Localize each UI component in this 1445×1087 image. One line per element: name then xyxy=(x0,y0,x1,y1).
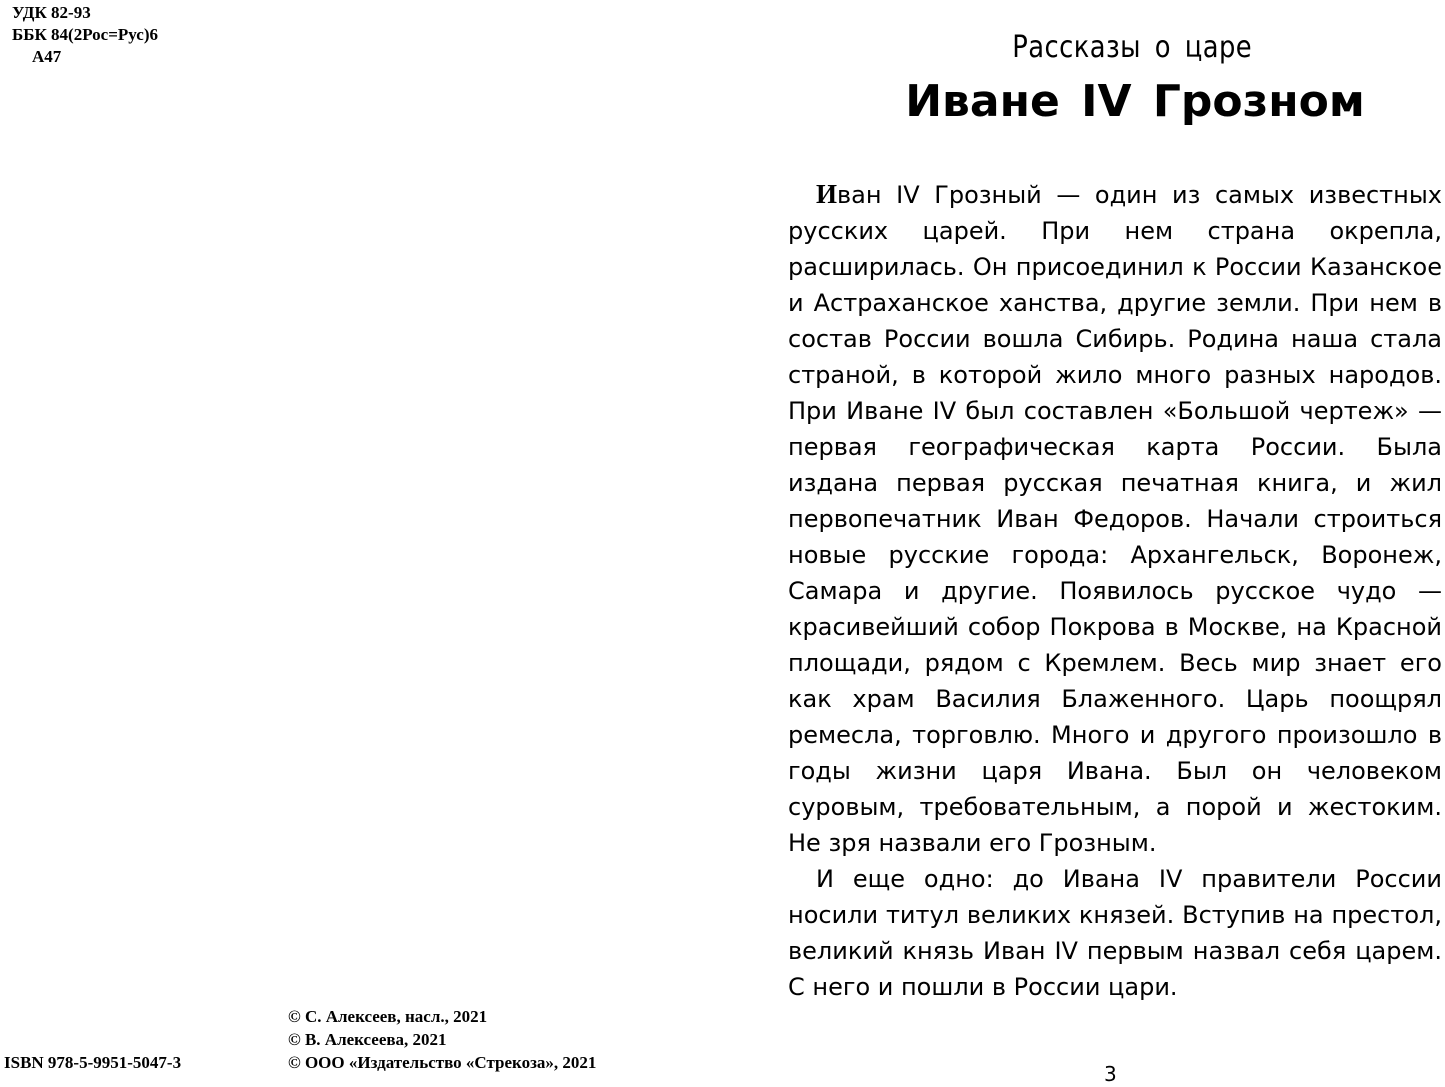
paragraph-text: ван IV Грозный — один из самых известных русских царей. При нем страна окрепла, расширилась. Он присоединил к России Казанское и Астраханское ханства, другие земли. При нем в состав России вошла Сибирь. Родина наша стала страной, в которой жило много разных народов. При Иване IV был составлен «Большой чертеж» — первая географическая карта России. Была издана первая русская печатная книга, и жил первопечатник Иван Федоров. Начали строиться новые русские города: Архангельск, Воронеж, Самара и другие. Появилось русское чудо — красивейший собор Покрова в Москве, на Красной площади, рядом с Кремлем. Весь мир знает его как храм Василия Блаженного. Царь поощрял ремесла, торговлю. Много и другого произошло в годы жизни царя Ивана. Был он человеком суровым, требовательным, а порой и жестоким. Не зря назвали его Грозным. xyxy=(788,181,1442,857)
story-paragraph: И еще одно: до Ивана IV правители России носили титул великих князей. Вступив на престол, великий князь Иван IV первым назвал себя царем. С него и пошли в России цари. xyxy=(788,865,1442,1001)
copyright-notices xyxy=(288,1005,596,1074)
story-body xyxy=(788,176,1442,1005)
imprint-codes xyxy=(12,2,158,68)
copyright-line: © ООО «Издательство «Стрекоза», 2021 xyxy=(288,1053,597,1072)
copyright-line: © В. Алексеева, 2021 xyxy=(288,1030,447,1049)
copyright-line: © С. Алексеев, насл., 2021 xyxy=(288,1007,488,1026)
bbk-code: ББК 84(2Рос=Рус)6 xyxy=(12,25,158,44)
story-subtitle: Рассказы о царе xyxy=(1012,30,1253,65)
drop-cap: И xyxy=(816,179,838,209)
story-paragraph xyxy=(788,176,1442,861)
page-number: 3 xyxy=(1104,1062,1117,1086)
author-mark: А47 xyxy=(32,47,62,66)
title-block xyxy=(790,28,1440,130)
isbn: ISBN 978-5-9951-5047-3 xyxy=(4,1053,182,1072)
story-title: Иване IV Грозном xyxy=(905,76,1365,127)
udk-code: УДК 82-93 xyxy=(12,3,91,22)
